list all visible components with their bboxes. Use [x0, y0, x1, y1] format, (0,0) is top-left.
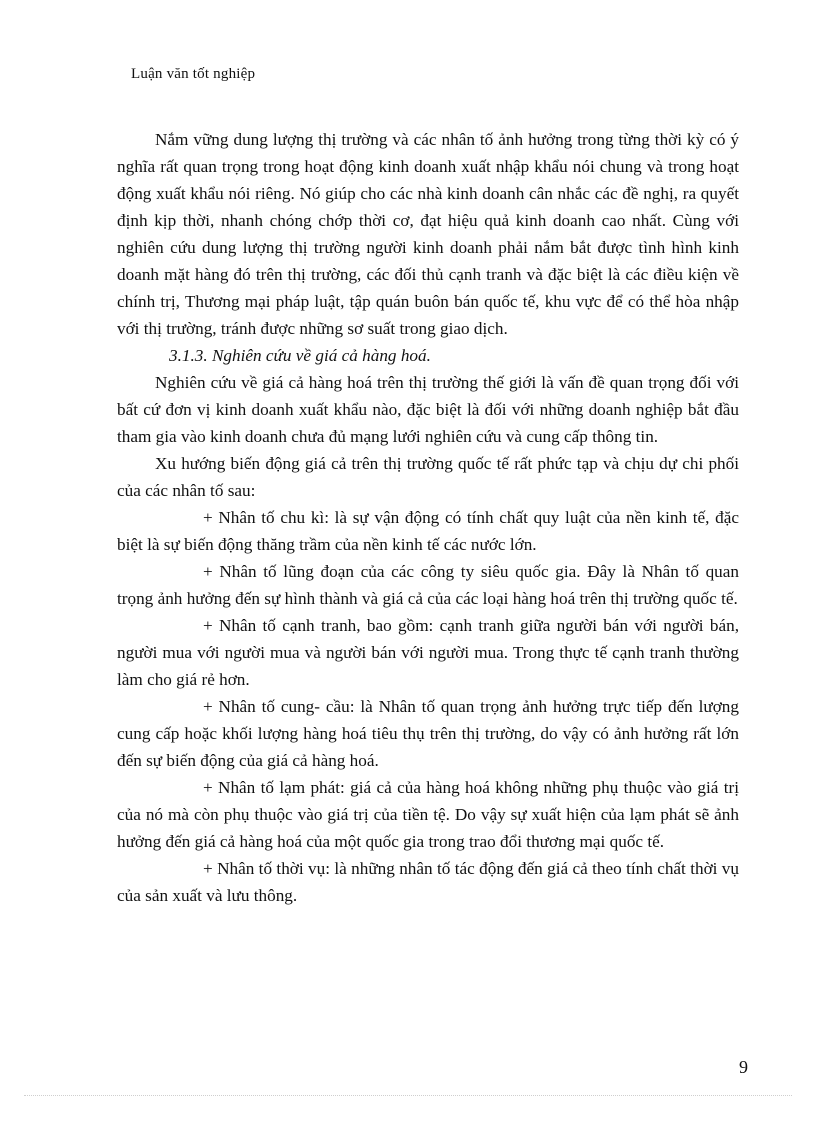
- paragraph-price-research: Nghiên cứu về giá cả hàng hoá trên thị trường thế giới là vấn đề quan trọng đối với bất cứ đơn vị kinh doanh xuất khẩu nào, đặc biệt là đối với những doanh nghiệp bắt đầu tham gia vào kinh doanh chưa đủ mạng lưới nghiên cứu và cung cấp thông tin.: [117, 373, 739, 446]
- factor-cycle: + Nhân tố chu kì: là sự vận động có tính chất quy luật của nền kinh tế, đặc biệt là sự biến động thăng trầm của nền kinh tế các nước lớn.: [117, 508, 739, 554]
- factor-inflation: + Nhân tố lạm phát: giá cả của hàng hoá không những phụ thuộc vào giá trị của nó mà còn phụ thuộc vào giá trị của tiền tệ. Do vậy sự xuất hiện của lạm phát sẽ ảnh hưởng đến giá cả hàng hoá của một quốc gia trong trao đổi thương mại quốc tế.: [117, 778, 739, 851]
- factor-monopoly: + Nhân tố lũng đoạn của các công ty siêu quốc gia. Đây là Nhân tố quan trọng ảnh hưởng đến sự hình thành và giá cả của các loại hàng hoá trên thị trường quốc tế.: [117, 562, 739, 608]
- factor-supply-demand: + Nhân tố cung- cầu: là Nhân tố quan trọng ảnh hưởng trực tiếp đến lượng cung cấp hoặc khối lượng hàng hoá tiêu thụ trên thị trường, do vậy có ảnh hưởng rất lớn đến sự biến động của giá cả hàng hoá.: [117, 697, 739, 770]
- page-number: 9: [739, 1057, 748, 1077]
- factor-competition: + Nhân tố cạnh tranh, bao gồm: cạnh tranh giữa người bán với người bán, người mua với người mua và người bán với người mua. Trong thực tế cạnh tranh thường làm cho giá rẻ hơn.: [117, 616, 739, 689]
- document-body: [117, 126, 739, 909]
- paragraph-price-trend: Xu hướng biến động giá cả trên thị trường quốc tế rất phức tạp và chịu dự chi phối của các nhân tố sau:: [117, 454, 739, 500]
- paragraph-intro: Nắm vững dung lượng thị trường và các nhân tố ảnh hưởng trong từng thời kỳ có ý nghĩa rất quan trọng trong hoạt động kinh doanh xuất nhập khẩu nói chung và trong hoạt động xuất khẩu nói riêng. Nó giúp cho các nhà kinh doanh cân nhắc các đề nghị, ra quyết định kịp thời, nhanh chóng chớp thời cơ, đạt hiệu quả kinh doanh cao nhất. Cùng với nghiên cứu dung lượng thị trường người kinh doanh phải nắm bắt được tình hình kinh doanh mặt hàng đó trên thị trường, các đối thủ cạnh tranh và đặc biệt là các điều kiện về chính trị, Thương mại pháp luật, tập quán buôn bán quốc tế, khu vực để có thể hòa nhập với thị trường, tránh được những sơ suất trong giao dịch.: [117, 130, 739, 338]
- page-bottom-divider: [24, 1095, 792, 1096]
- factor-seasonal: + Nhân tố thời vụ: là những nhân tố tác động đến giá cả theo tính chất thời vụ của sản xuất và lưu thông.: [117, 859, 739, 905]
- page-header-title: Luận văn tốt nghiệp: [131, 66, 256, 82]
- section-heading: 3.1.3. Nghiên cứu về giá cả hàng hoá.: [169, 346, 431, 365]
